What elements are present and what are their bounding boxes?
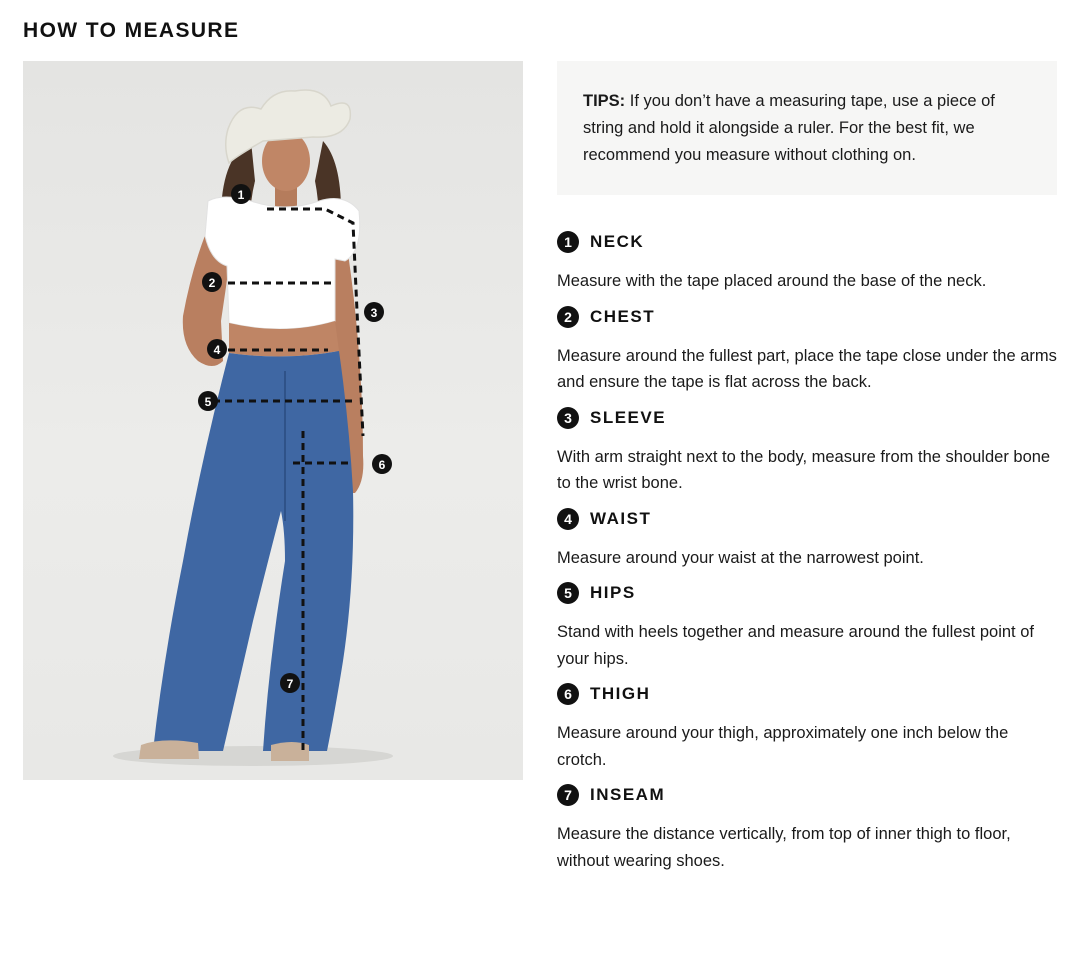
measure-item-sleeve	[557, 406, 1057, 497]
number-7-icon: 7	[557, 784, 579, 806]
measure-title-neck: NECK	[590, 232, 645, 251]
number-1-icon: 1	[557, 231, 579, 253]
marker-2	[202, 272, 222, 292]
measure-desc-sleeve: With arm straight next to the body, measure from the shoulder bone to the wrist bone.	[557, 447, 1051, 492]
svg-text:5: 5	[204, 395, 212, 409]
tips-text	[583, 88, 1031, 169]
measure-title-inseam: INSEAM	[590, 785, 666, 804]
measure-title-waist: WAIST	[590, 508, 652, 528]
tips-box	[557, 61, 1057, 195]
svg-text:4: 4	[213, 343, 221, 357]
number-2-icon: 2	[557, 306, 579, 328]
marker-4	[207, 339, 227, 359]
measure-item-neck	[557, 230, 1057, 295]
number-4-icon: 4	[557, 508, 579, 530]
measure-title-hips: HIPS	[590, 583, 636, 602]
measure-desc-chest: Measure around the fullest part, place the tape close under the arms and ensure the tape is flat across the back.	[557, 346, 1057, 391]
tips-label: TIPS:	[583, 92, 626, 110]
measure-desc-inseam: Measure the distance vertically, from top of inner thigh to floor, without wearing shoes.	[557, 825, 1011, 870]
measure-desc-thigh: Measure around your thigh, approximately one inch below the crotch.	[557, 724, 1009, 769]
marker-7	[280, 673, 300, 693]
measure-item-thigh	[557, 682, 1057, 773]
marker-5	[198, 391, 218, 411]
measurement-list	[557, 230, 1057, 884]
number-5-icon: 5	[557, 582, 579, 604]
measure-desc-neck: Measure with the tape placed around the base of the neck.	[557, 272, 987, 290]
measure-item-hips	[557, 581, 1057, 672]
jeans	[153, 351, 353, 751]
measure-item-chest	[557, 305, 1057, 396]
tips-body: If you don’t have a measuring tape, use a piece of string and hold it alongside a ruler. For the best fit, we recommend you measure without clothing on.	[583, 92, 995, 164]
number-3-icon: 3	[557, 407, 579, 429]
svg-text:1: 1	[237, 188, 245, 202]
measure-desc-waist: Measure around your waist at the narrowest point.	[557, 548, 924, 567]
measurement-guide-image	[23, 61, 523, 780]
svg-text:2: 2	[208, 276, 216, 290]
svg-text:7: 7	[286, 677, 294, 691]
measure-title-chest: CHEST	[590, 306, 656, 326]
svg-text:6: 6	[378, 458, 386, 472]
measure-item-waist	[557, 507, 1057, 572]
page-title: HOW TO MEASURE	[23, 19, 240, 42]
marker-3	[364, 302, 384, 322]
svg-text:3: 3	[370, 306, 378, 320]
measure-item-inseam	[557, 783, 1057, 874]
left-shoe	[139, 740, 199, 759]
model-figure-illustration	[23, 61, 523, 780]
measure-desc-hips: Stand with heels together and measure around the fullest point of your hips.	[557, 623, 1034, 668]
number-6-icon: 6	[557, 683, 579, 705]
measure-title-thigh: THIGH	[590, 684, 651, 703]
marker-1	[231, 184, 251, 204]
measure-title-sleeve: SLEEVE	[590, 407, 667, 427]
marker-6	[372, 454, 392, 474]
